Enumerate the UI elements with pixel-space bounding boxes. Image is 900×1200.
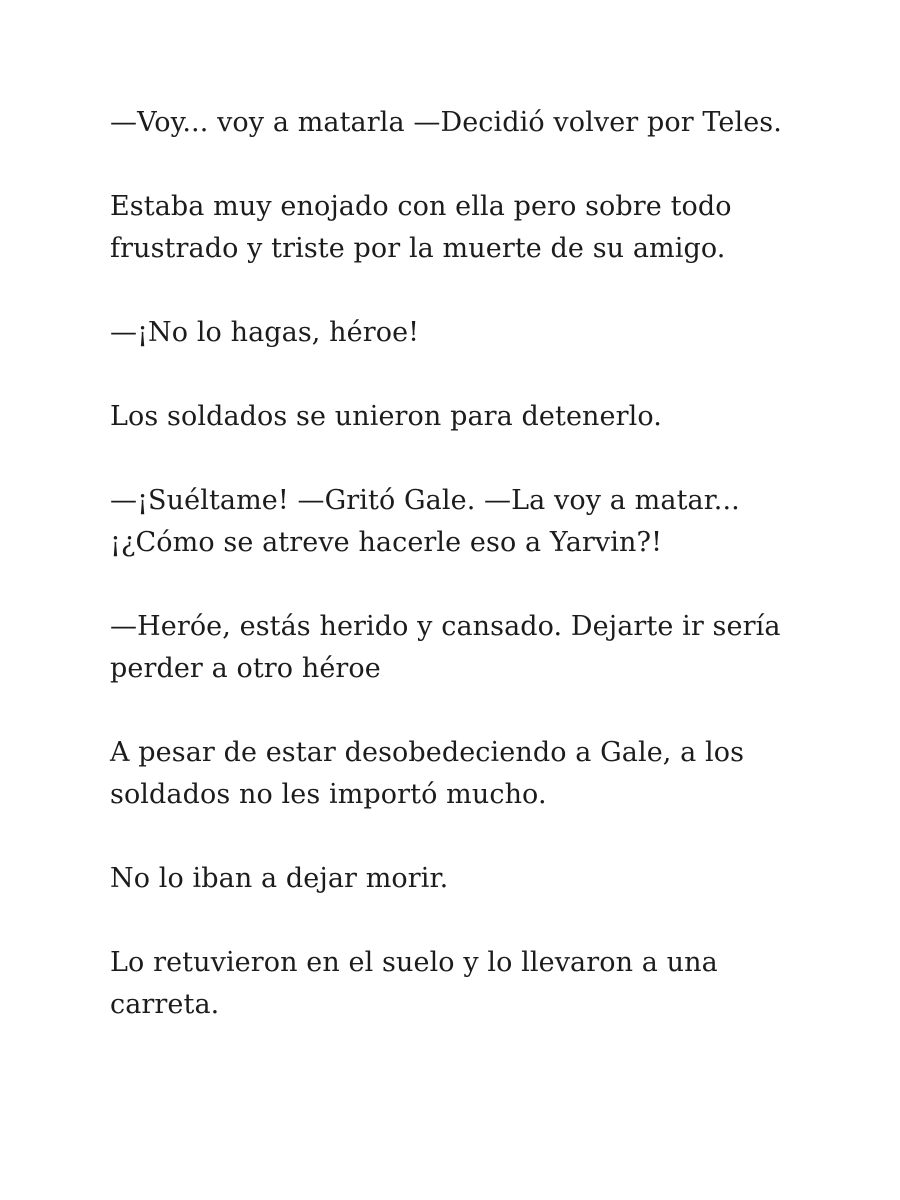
paragraph bbox=[110, 480, 810, 564]
paragraph-line: frustrado y triste por la muerte de su amigo. bbox=[110, 233, 726, 264]
document-page bbox=[110, 102, 810, 1068]
paragraph bbox=[110, 396, 810, 438]
paragraph-line: A pesar de estar desobedeciendo a Gale, a los bbox=[110, 737, 745, 768]
paragraph-line: No lo iban a dejar morir. bbox=[110, 863, 449, 894]
paragraph-line: Los soldados se unieron para detenerlo. bbox=[110, 401, 662, 432]
paragraph bbox=[110, 942, 810, 1026]
paragraph-line: carreta. bbox=[110, 989, 220, 1020]
paragraph-line: Lo retuvieron en el suelo y lo llevaron a una bbox=[110, 947, 718, 978]
paragraph-line: —Heróe, estás herido y cansado. Dejarte ir sería bbox=[110, 611, 781, 642]
paragraph bbox=[110, 858, 810, 900]
paragraph-line: ¡¿Cómo se atreve hacerle eso a Yarvin?! bbox=[110, 527, 663, 558]
paragraph bbox=[110, 732, 810, 816]
paragraph-line: Estaba muy enojado con ella pero sobre todo bbox=[110, 191, 732, 222]
paragraph bbox=[110, 312, 810, 354]
paragraph bbox=[110, 186, 810, 270]
paragraph bbox=[110, 102, 810, 144]
paragraph-line: —Voy... voy a matarla —Decidió volver por Teles. bbox=[110, 107, 782, 138]
paragraph-line: perder a otro héroe bbox=[110, 653, 381, 684]
paragraph-line: soldados no les importó mucho. bbox=[110, 779, 547, 810]
paragraph bbox=[110, 606, 810, 690]
paragraph-line: —¡No lo hagas, héroe! bbox=[110, 317, 420, 348]
paragraph-line: —¡Suéltame! —Gritó Gale. —La voy a matar... bbox=[110, 485, 740, 516]
